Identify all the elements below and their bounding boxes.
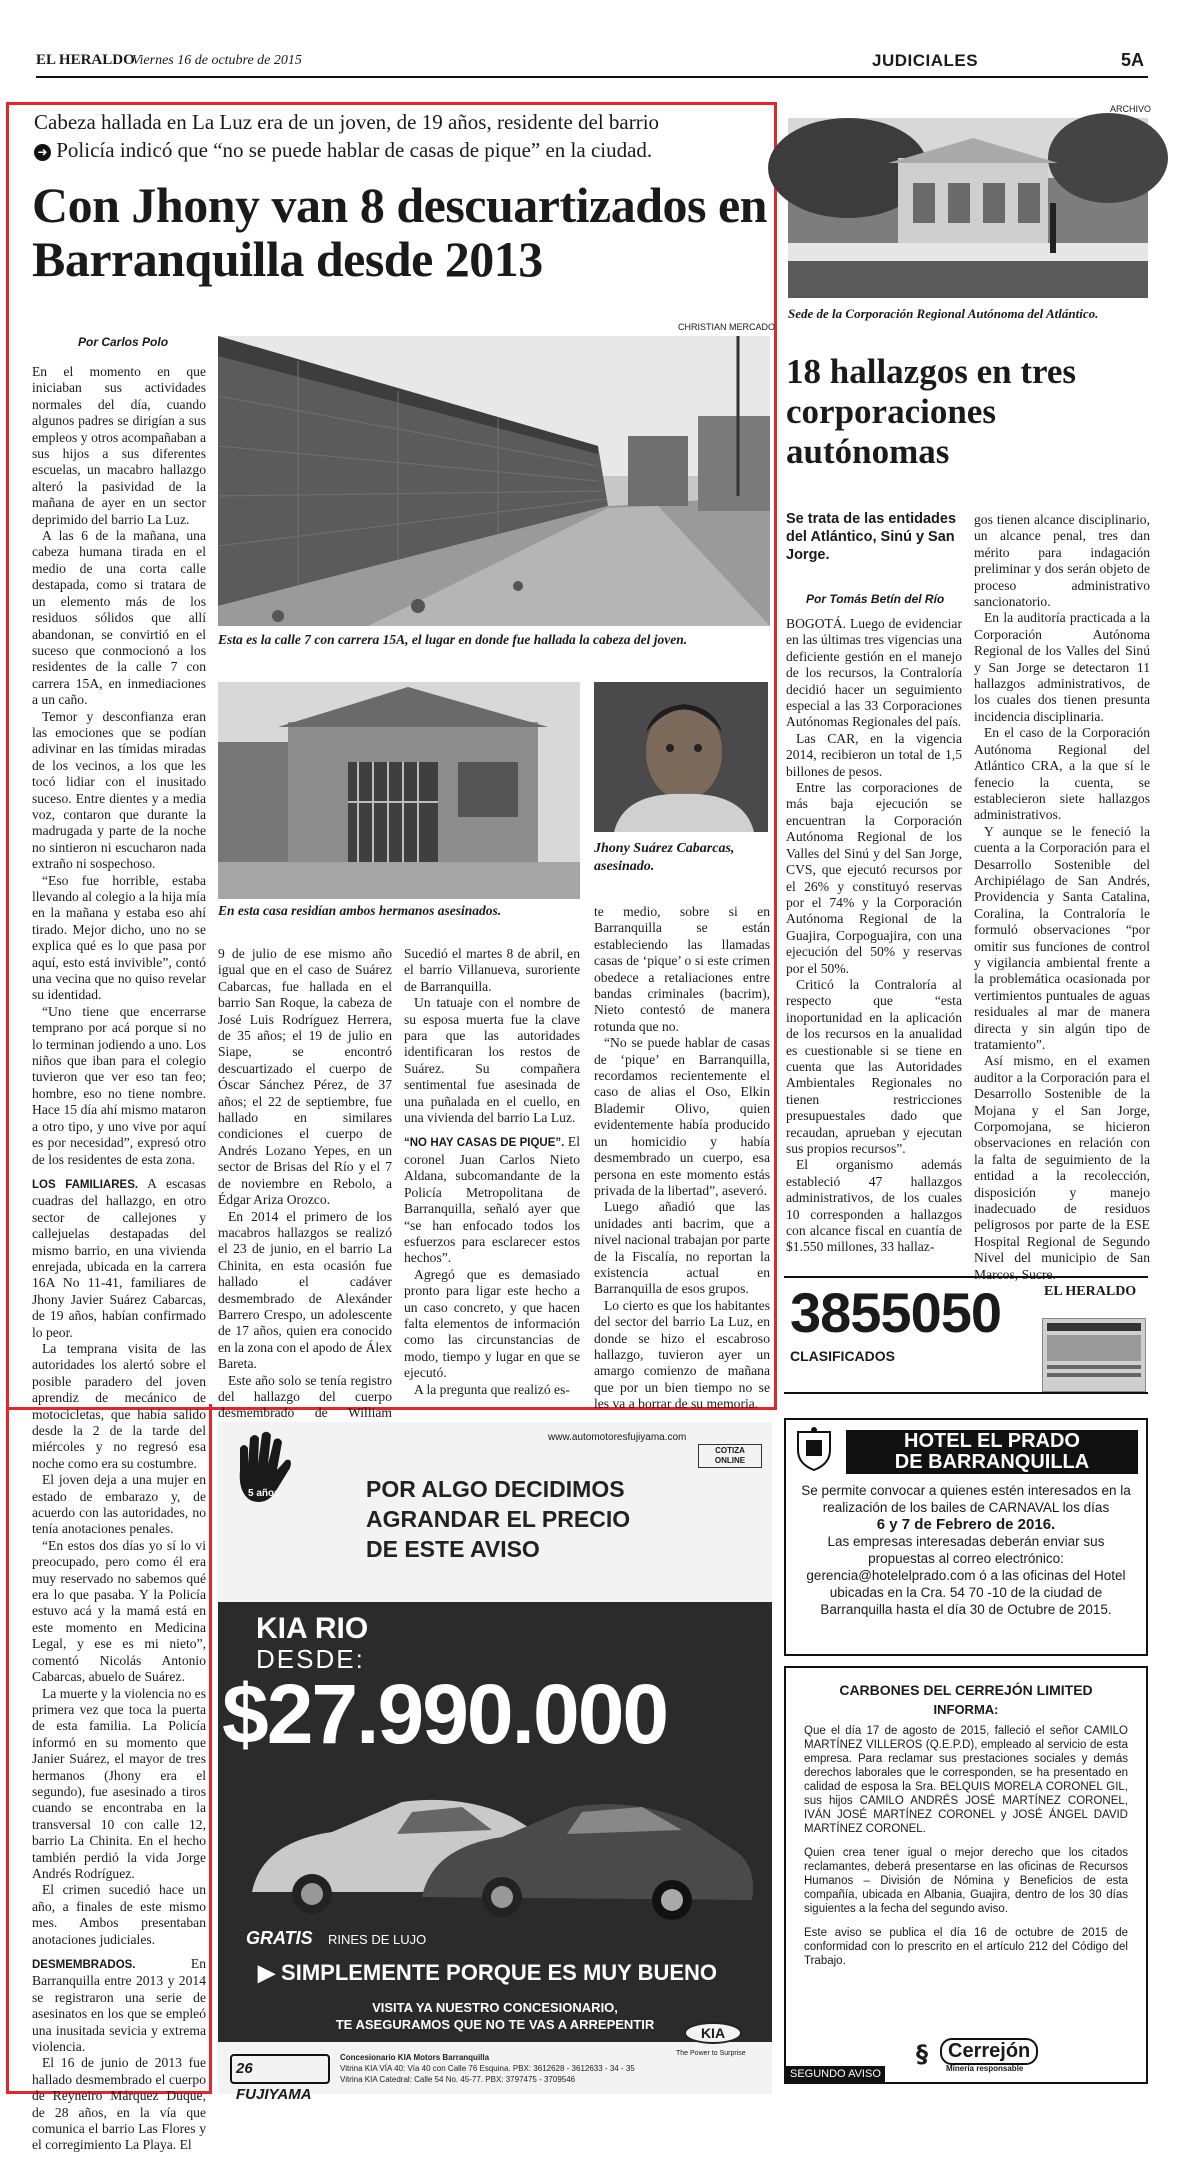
- paragraph: 9 de julio de ese mismo año igual que en el caso de Suárez Cabarcas, fue hallada en el barrio San Roque, la cabeza de José Luis Rodríguez Herrera, de 35 años; el 19 de julio en Siape, se encontró descuartizado el cuerpo de Óscar Sánchez Pérez, de 37 años; el 22 de septiembre, fue hallado en similares condiciones el cuerpo de Andrés Lozano Yepes, en un sector de Brisas del Río y el 7 de noviembre en Rebolo, a Édgar Ariza Orozco.: [218, 946, 392, 1208]
- paragraph: La temprana visita de las autoridades los alertó sobre el posible paradero del joven aprendiz de mecánico de motocicletas, que había salido desde la 2 de la tarde del miércoles y no regresó esa noche como era su costumbre.: [32, 1340, 206, 1471]
- ad-headline-1: POR ALGO DECIDIMOS: [366, 1476, 625, 1502]
- paragraph: Luego añadió que las unidades anti bacrim, que a nivel nacional trabajan por parte de la Fiscalía, no reportan la existencia actual en Barranquilla de esos grupos.: [594, 1199, 770, 1297]
- paragraph: A las 6 de la mañana, una cabeza humana tirada en el medio de una corta calle destapada, como si tratara de un elemento más de los residuos sólidos que allí abandonan, se convirtió en el suceso que conmocionó a los residentes de la calle 7 con carrera 15A, en inmediaciones a un caño.: [32, 528, 206, 708]
- segundo-aviso-label: SEGUNDO AVISO: [786, 2066, 885, 2082]
- kicker-1: Cabeza hallada en La Luz era de un joven, de 19 años, residente del barrio: [34, 110, 660, 134]
- headline: Con Jhony van 8 descuartizados en Barranquilla desde 2013: [32, 177, 767, 287]
- clasificados-brand: EL HERALDO: [1044, 1284, 1137, 1299]
- photo-credit: CHRISTIAN MERCADO: [678, 322, 776, 332]
- kicker-2: [34, 138, 774, 163]
- hand-logo-icon: [230, 1430, 300, 1512]
- dealer-url[interactable]: www.automotoresfujiyama.com: [548, 1432, 687, 1443]
- paragraph: El coronel Juan Carlos Nieto Aldana, subcomandante de la Policía Metropolitana de Barranquilla, señaló ayer que “se han enfocado todos los esfuerzos para esclarecer estos hechos”.: [404, 1134, 580, 1266]
- article-column-2: [218, 946, 393, 1421]
- ad-headline-2: AGRANDAR EL PRECIO: [366, 1506, 631, 1532]
- page-number: 5A: [1120, 50, 1144, 70]
- cerrejon-subtitle: INFORMA:: [933, 1702, 999, 1717]
- side-deck: Se trata de las entidades del Atlántico, Sinú y San Jorge.: [786, 511, 957, 563]
- gratis-label: GRATIS: [246, 1928, 313, 1948]
- masthead: [36, 50, 1148, 78]
- hotel-email: gerencia@hotelelprado.com ó a las oficinas del Hotel ubicadas en la Cra. 54 70 -10 de la ciudad de Barranquilla hasta el día 30 de Octubre de 2015.: [806, 1568, 1126, 1617]
- visit-line-2: TE ASEGURAMOS QUE NO TE VAS A ARREPENTIR: [335, 2017, 655, 2032]
- paragraph: Así mismo, en el examen auditor a la Corporación para el Desarrollo Sostenible de la Mojana y el San Jorge, Corpomojana, se hicieron observaciones en relación con la falta de seguimiento de la entidad a la recolección, disposición y manejo inadecuado de residuos peligrosos por parte de la ESE Hospital Regional de Segundo Nivel del municipio de San Marcos, Sucre.: [974, 1053, 1150, 1282]
- victim-caption: Jhony Suárez Cabarcas, asesinado.: [594, 841, 735, 874]
- paragraph: En el momento en que iniciaban sus actividades normales del día, cuando algunos padres se dirigían a sus empleos y otros acompañaban a sus hijos a sus diferentes escuelas, un macabro hallazgo alteró la pasividad de la mañana de ayer en un sector deprimido del barrio La Luz.: [32, 364, 206, 527]
- visit-line-1: VISITA YA NUESTRO CONCESIONARIO,: [372, 2000, 618, 2015]
- corporation-photo: [788, 118, 1148, 298]
- paragraph: “En estos dos días yo sí lo vi preocupado, pero como él era muy reservado no sabemos qué era lo que pasaba. Y la Policía estuvo acá y la mamá está en este momento en Medicina Legal, y ese es mi nieto”, comentó Nicolás Antonio Cabarcas, abuelo de Suárez.: [32, 1537, 206, 1685]
- paragraph: En la auditoría practicada a la Corporación Autónoma Regional de los Valles del Sinú y San Jorge se detectaron 11 hallazgos administrativos, de los cuales dos tienen presunta incidencia disciplinaria.: [974, 610, 1150, 724]
- side-column-a: [786, 616, 962, 1255]
- paragraph: Este año solo se tenía registro del hallazgo del cuerpo desmembrado de William: [218, 1372, 392, 1421]
- corporation-photo-caption: Sede de la Corporación Regional Autónoma del Atlántico.: [788, 306, 1099, 321]
- car-image: [232, 1772, 762, 1922]
- paragraph: A la pregunta que realizó es-: [414, 1381, 570, 1397]
- paragraph: Criticó la Contraloría al respecto que “esta inoportunidad en la aplicación de los recursos en la anualidad es cuestionable si se tiene en cuenta que las Autoridades Ambientales Regionales no tienen restricciones presupuestales dado que recaudan, aprueban y ejecutan sus propios recursos”.: [786, 976, 962, 1156]
- archive-credit: ARCHIVO: [1110, 104, 1152, 114]
- hotel-title-bar: HOTEL EL PRADO DE BARRANQUILLA: [846, 1430, 1138, 1474]
- dealer-address: Concesionario KIA Motors Barranquilla Vitrina KIA VÍA 40: Vía 40 con Calle 76 Esquina. PBX: 3612628 - 3612633 - 34 - 35 Vitrina KIA Catedral: Calle 54 No. 45-77. PBX: 3797475 - 3709546: [340, 2053, 635, 2084]
- hotel-body: Se permite convocar a quienes estén interesados en la realización de los bailes de CARNAVAL los días 6 y 7 de Febrero de 2016. Las empresas interesadas deberán enviar sus propuestas al correo electrónico: gerencia@hotelelprado.com ó a las oficinas del Hotel ubicadas en la Cra. 54 70 -10 de la ciudad de Barranquilla hasta el día 30 de Octubre de 2015.: [796, 1482, 1136, 1618]
- dealer-logo: 26 FUJIYAMA: [230, 2054, 330, 2084]
- play-icon: ▶: [258, 1960, 282, 1985]
- hotel-dates: 6 y 7 de Febrero de 2016.: [876, 1516, 1056, 1533]
- ad-slogan: ▶ SIMPLEMENTE PORQUE ES MUY BUENO: [258, 1960, 718, 1985]
- cerrejon-body: Que el día 17 de agosto de 2015, falleció el señor CAMILO MARTÍNEZ VILLEROS (Q.E.P.D), empleado al servicio de esta empresa. Para reclamar sus prestaciones sociales y demás derechos laborales que le corresponden, se ha presentado en calidad de esposa la Sra. BELQUIS MORELA CORONEL GIL, sus hijos CAMILO ANDRÉS JOSÉ MARTÍNEZ CORONEL, IVÁN JOSÉ MARTÍNEZ CORONEL y JOSÉ ÁNGEL DAVID MARTÍNEZ CORONEL. Quien crea tener igual o mejor derecho que los citados reclamantes, deberá presentarse en las oficinas de Recursos Humanos – División de Nómina y Beneficios de esta compañía, ubicada en Albania, Guajira, dentro de los 30 días siguientes a la fecha del segundo aviso. Este aviso se publica el día 16 de octubre de 2015 de conformidad con lo prescrito en el artículo 212 del Código del Trabajo.: [804, 1725, 1128, 1967]
- paragraph: El 16 de junio de 2013 fue hallado desmembrado el cuerpo de Reyneiro Márquez Duque, de 28 años, en la vía que comunica el barrio Las Flores y el corregimiento La Playa. El: [32, 2055, 206, 2153]
- paragraph: gos tienen alcance disciplinario, un alcance penal, tres dan mérito para indagación preliminar y dos serán objeto de proceso administrativo sancionatorio.: [974, 512, 1150, 610]
- rines-label: RINES DE LUJO: [328, 1932, 427, 1947]
- paragraph: Lo cierto es que los habitantes del sector del barrio La Luz, en donde se hizo el escabroso hallazgo, tuvieron ayer un amargo comienzo de mañana que por un bien tiempo no se les va a borrar de su memoria.: [594, 1297, 770, 1412]
- side-column-b: [974, 512, 1150, 1282]
- paragraph: Temor y desconfianza eran las emociones que se podían adivinar en las tímidas miradas de los vecinos, a los que les tocó lidiar con el inusitado suceso. Entre dientes y a media voz, contaron que durante la madrugada y parte de la noche no sintieron ni escucharon nada extraño ni sospechoso.: [32, 708, 206, 872]
- paragraph: La muerte y la violencia no es primera vez que toca la puerta de esta familia. La Policía informó en su momento que Janier Suárez, el mayor de tres hermanos (Jhony era el segundo), fue asesinado a tiros cuando se encontraba en la transversal 10 con calle 12, barrio La Chinita. En el hecho también perdió la vida Jorge Andrés Rodríguez.: [32, 1685, 206, 1881]
- paragraph: El crimen sucedió hace un año, a finales de este mismo mes. Ambos presentaban anotaciones judiciales.: [32, 1882, 206, 1947]
- article-column-1: [32, 364, 206, 2153]
- cerrejon-notice: [784, 1666, 1148, 2084]
- paragraph: En el caso de la Corporación Autónoma Regional del Atlántico CRA, a la que sí le fenecio la cuenta, se establecieron siete hallazgos administrativos.: [974, 725, 1150, 823]
- street-photo-caption: Esta es la calle 7 con carrera 15A, el lugar en donde fue hallada la cabeza del joven.: [218, 632, 688, 647]
- kicker-2-text: Policía indicó que “no se puede hablar de casas de pique” en la ciudad.: [56, 138, 653, 162]
- kia-tagline: The Power to Surprise: [676, 2050, 746, 2057]
- years-badge: 5 años: [248, 1488, 280, 1499]
- cerrejon-title: CARBONES DEL CERREJÓN LIMITED: [839, 1682, 1093, 1698]
- paragraph: El joven deja a una mujer en estado de embarazo y, de acuerdo con las autoridades, no tenía anotaciones penales.: [32, 1472, 206, 1537]
- newspaper-thumbnail: [1042, 1318, 1146, 1392]
- paragraph: Las CAR, en la vigencia 2014, recibieron un total de 1,5 billones de pesos.: [786, 730, 962, 779]
- ad-headline-3: DE ESTE AVISO: [366, 1536, 540, 1562]
- section-keyword: DESMEMBRADOS.: [32, 1959, 136, 1971]
- paragraph: Agregó que es demasiado pronto para ligar este hecho a un caso concreto, y que hacen falta elementos de información como las circunstancias de modo, tiempo y lugar en que se ejecutó.: [404, 1266, 580, 1381]
- paragraph: “Eso fue horrible, estaba llevando al colegio a la hija mía en la mañana y estaba eso ahí tirado. Mejor dicho, uno no se explica qué es lo que pasa por aquí, esto está invivible”, contó una vecina que no quiso revelar su identidad.: [32, 872, 206, 1003]
- paragraph: “Uno tiene que encerrarse temprano por acá porque si no lo terminan jodiendo a uno. Los niños que iban para el colegio tuvieron que ver eso tan feo; hombre, eso no tiene nombre. Hace 15 día ahí mismo mataron a otro tipo, y uno vive por aquí es por necesidad”, expresó otro de los residentes de esta zona.: [32, 1003, 206, 1167]
- side-byline: Por Tomás Betín del Río: [806, 592, 945, 606]
- cotiza-stamp: COTIZA ONLINE: [698, 1444, 762, 1468]
- section-keyword: “NO HAY CASAS DE PIQUE”.: [404, 1137, 565, 1150]
- cerrejon-symbol-icon: §: [916, 2040, 928, 2068]
- clasificados-number[interactable]: 3855050: [790, 1281, 1002, 1344]
- arrow-circle-icon: ➜: [34, 144, 51, 161]
- paragraph: Y aunque se le feneció la cuenta a la Corporación para el Desarrollo Sostenible del Archipiélago de San Andrés, Providencia y Santa Catalina, Coralina, la Contraloría le formuló observaciones “por omitir sus funciones de control y vigilancia ambiental frente a la problemática ocasionada por vertimientos puntuales de aguas residuales al mar de manera directa y sin algún tipo de tratamiento”.: [974, 823, 1150, 1052]
- paragraph: El organismo además estableció 47 hallazgos administrativos, de los cuales 10 corresponden a hallazgos con alcance fiscal en cuantía de $1.550 millones, 33 hallaz-: [786, 1157, 962, 1255]
- desde-label: DESDE:: [256, 1644, 365, 1674]
- section-keyword: LOS FAMILIARES.: [32, 1178, 139, 1191]
- paragraph: Entre las corporaciones de más baja ejecución se encuentran la Corporación Autónoma Regional de los Valles del Sinú y del San Jorge, CVS, que ejecutó recursos por el 26% y constituyó reservas por el 74% y la Corporación Autónoma Regional de la Guajira, Corpoguajira, con una ejecución del 50% y reservas por el 50%.: [786, 780, 962, 976]
- byline: Por Carlos Polo: [78, 335, 169, 349]
- paragraph: “No se puede hablar de casas de ‘pique’ en Barranquilla, recordamos recientemente el caso de alias el Oso, Elkin Blademir Olivo, quien evidentemente había producido un homicidio y había desmembrado un cuerpo, esa persona en este momento estás privada de la libertad”, aseveró.: [594, 1035, 770, 1198]
- street-photo: [218, 336, 770, 626]
- issue-date: Viernes 16 de octubre de 2015: [132, 53, 302, 68]
- paragraph: te medio, sobre si en Barranquilla se están estableciendo las llamadas casas de ‘pique’ o si este crimen obedece a retaliaciones entre bandas criminales (bacrim), Nieto contestó de manera rotunda que no.: [594, 904, 770, 1034]
- kia-logo: KIA: [684, 2022, 742, 2044]
- paragraph: Sucedió el martes 8 de abril, en el barrio Villanueva, suroriente de Barranquilla.: [404, 946, 580, 994]
- victim-portrait: [594, 682, 768, 832]
- model-name: KIA RIO: [256, 1612, 369, 1645]
- section-name: JUDICIALES: [872, 51, 979, 70]
- house-photo-caption: En esta casa residían ambos hermanos asesinados.: [218, 903, 502, 918]
- hotel-crest-icon: [794, 1426, 834, 1472]
- paragraph: BOGOTÁ. Luego de evidenciar en las últimas tres vigencias una deficiente gestión en el manejo de los recursos, la Contraloría decidió hacer un seguimiento especial a las 33 Corporaciones Autónomas Regionales del país.: [786, 616, 962, 730]
- paragraph: En 2014 el primero de los macabros hallazgos se realizó el 23 de junio, en el barrio La Chinita, en esta ocasión fue hallado el cadáver desmembrado de Alexánder Barrero Crespo, un adolescente de 17 años, quien era conocido en la zona con el apodo de Álex Bareta.: [218, 1208, 393, 1372]
- paper-name: EL HERALDO: [36, 52, 135, 68]
- price: $27.990.000: [222, 1667, 668, 1761]
- hotel-notice: [784, 1418, 1148, 1656]
- paragraph: Un tatuaje con el nombre de su esposa muerta fue la clave para que las autoridades identificaran los restos de Suárez. Su compañera sentimental fue asesinada de una puñalada en el cuello, en una vivienda del barrio La Luz.: [404, 995, 580, 1126]
- paragraph: A escasas cuadras del hallazgo, en otro sector de callejones y callejuelas destapadas del mismo barrio, en una vivienda enrejada, ubicada en la carrera 16A No 11-41, familiares de Jhony Javier Suárez Cabarcas, de 19 años, habían confirmado lo peor.: [32, 1175, 206, 1340]
- article-column-4-text: [594, 904, 770, 1412]
- kia-ad[interactable]: [218, 1422, 772, 2103]
- clasificados-ad[interactable]: [784, 1276, 1148, 1394]
- cerrejon-logo: § Cerrejón Minería responsable: [916, 2036, 1096, 2076]
- clasificados-label: CLASIFICADOS: [790, 1348, 895, 1364]
- paragraph: En Barranquilla entre 2013 y 2014 se registraron una serie de asesinatos en los que se empleó una inusitada sevicia y extrema violencia.: [32, 1956, 206, 2055]
- article-column-3: [404, 946, 580, 1397]
- side-headline: 18 hallazgos en tres corporaciones autónomas: [786, 352, 1077, 471]
- house-photo: [218, 682, 580, 899]
